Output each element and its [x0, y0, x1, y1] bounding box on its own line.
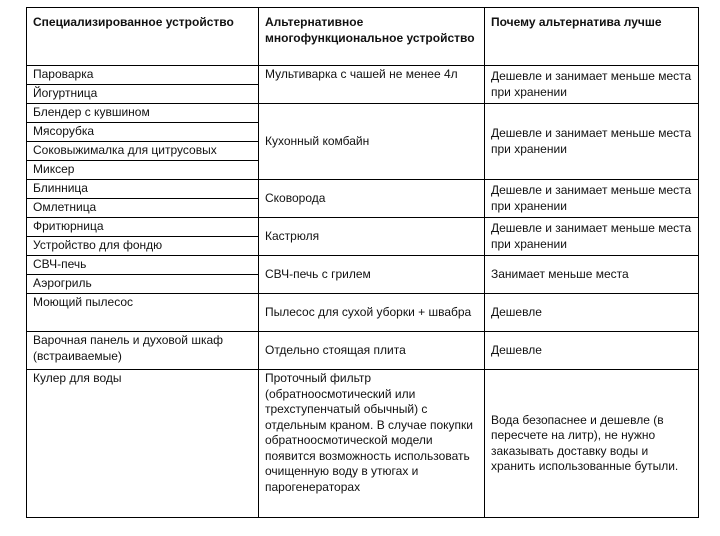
header-row [27, 8, 699, 66]
device-cell: СВЧ-печь [27, 256, 259, 275]
table-row [27, 180, 699, 199]
device-cell: Пароварка [27, 66, 259, 85]
table-row [27, 104, 699, 123]
reason-cell: Дешевле и занимает меньше места при хранении [485, 104, 699, 180]
alternative-cell: Пылесос для сухой уборки + швабра [259, 294, 485, 332]
table-row [27, 218, 699, 237]
comparison-table [26, 7, 699, 518]
device-cell: Йогуртница [27, 85, 259, 104]
table-row [27, 256, 699, 275]
table-row [27, 294, 699, 332]
device-cell: Соковыжималка для цитрусовых [27, 142, 259, 161]
device-cell: Моющий пылесос [27, 294, 259, 332]
reason-cell: Дешевле и занимает меньше места при хранении [485, 66, 699, 104]
device-cell: Устройство для фондю [27, 237, 259, 256]
device-cell: Блендер с кувшином [27, 104, 259, 123]
reason-cell: Дешевле [485, 332, 699, 370]
device-cell: Миксер [27, 161, 259, 180]
table-row [27, 370, 699, 518]
device-cell: Мясорубка [27, 123, 259, 142]
device-cell: Аэрогриль [27, 275, 259, 294]
alternative-cell: СВЧ-печь с грилем [259, 256, 485, 294]
reason-cell: Вода безопаснее и дешевле (в пересчете на литр), не нужно заказывать доставку воды и хранить использованные бутыли. [485, 370, 699, 518]
device-cell: Блинница [27, 180, 259, 199]
alternative-cell: Кастрюля [259, 218, 485, 256]
device-cell: Фритюрница [27, 218, 259, 237]
reason-cell: Дешевле и занимает меньше места при хранении [485, 218, 699, 256]
reason-cell: Дешевле [485, 294, 699, 332]
table-row [27, 66, 699, 85]
alternative-cell: Проточный фильтр (обратноосмотический или трехступенчатый обычный) с отдельным краном. В случае покупки обратноосмотической модели появится возможность использовать очищенную воду в утюгах и парогенераторах [259, 370, 485, 518]
reason-cell: Дешевле и занимает меньше места при хранении [485, 180, 699, 218]
header-why-better: Почему альтернатива лучше [485, 8, 699, 66]
device-cell: Кулер для воды [27, 370, 259, 518]
table-row [27, 332, 699, 370]
alternative-cell: Сковорода [259, 180, 485, 218]
device-cell: Варочная панель и духовой шкаф (встраиваемые) [27, 332, 259, 370]
device-cell: Омлетница [27, 199, 259, 218]
alternative-cell: Мультиварка с чашей не менее 4л [259, 66, 485, 104]
header-alternative-device: Альтернативное многофункциональное устройство [259, 8, 485, 66]
reason-cell: Занимает меньше места [485, 256, 699, 294]
alternative-cell: Кухонный комбайн [259, 104, 485, 180]
header-specialized-device: Специализированное устройство [27, 8, 259, 66]
alternative-cell: Отдельно стоящая плита [259, 332, 485, 370]
